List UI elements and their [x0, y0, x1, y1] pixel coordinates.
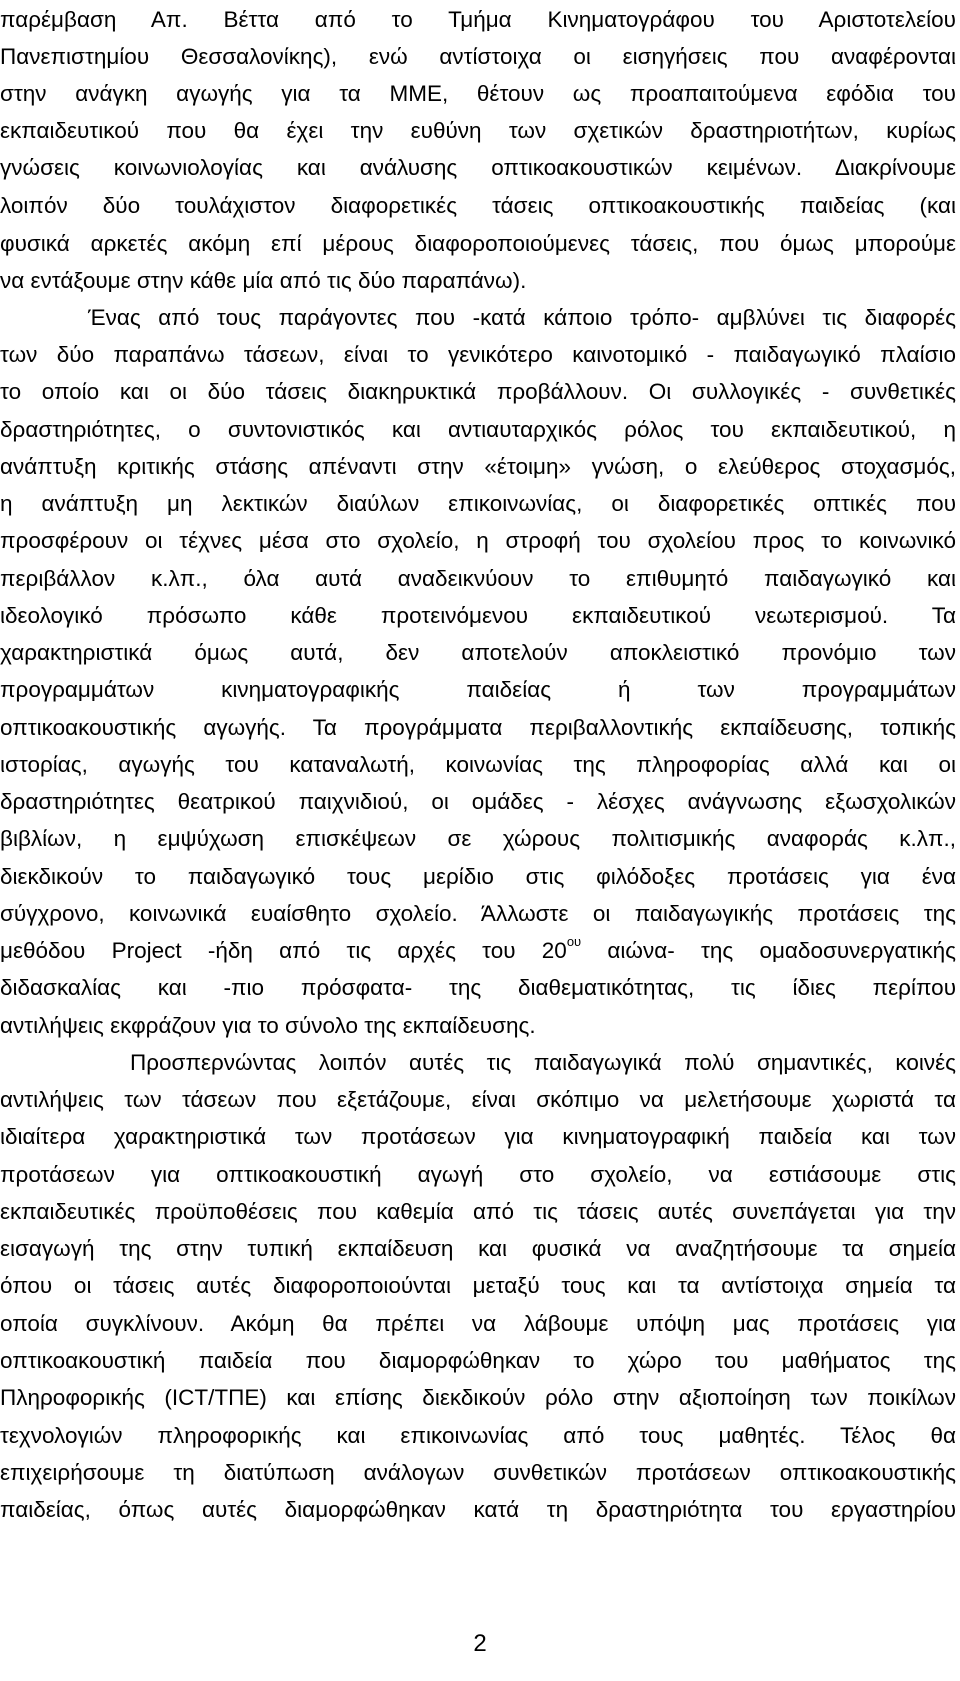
text-line: διδασκαλίας και -πιο πρόσφατα- της διαθεματικότητας, τις ίδιες περίπου — [0, 975, 956, 1000]
text-line: βιβλίων, η εμψύχωση επισκέψεων σε χώρους πολιτισμικής αναφοράς κ.λπ., — [0, 826, 956, 851]
text-line: προγραμμάτων κινηματογραφικής παιδείας ή των προγραμμάτων — [0, 677, 956, 702]
text-line: διεκδικούν το παιδαγωγικό τους μερίδιο στις φιλόδοξες προτάσεις για ένα — [0, 864, 956, 889]
text-line: οπτικοακουστικής αγωγής. Τα προγράμματα περιβαλλοντικής εκπαίδευσης, τοπικής — [0, 715, 956, 740]
text-line: εισαγωγή της στην τυπική εκπαίδευση και φυσικά να αναζητήσουμε τα σημεία — [0, 1236, 956, 1261]
text-line: προσφέρουν οι τέχνες μέσα στο σχολείο, η στροφή του σχολείου προς το κοινωνικό — [0, 528, 956, 553]
text-line: ανάπτυξη κριτικής στάσης απέναντι στην «έτοιμη» γνώση, ο ελεύθερος στοχασμός, — [0, 454, 956, 479]
text-line: εκπαιδευτικές προϋποθέσεις που καθεμία από τις τάσεις αυτές συνεπάγεται για την — [0, 1199, 956, 1224]
text-line: οπτικοακουστική παιδεία που διαμορφώθηκαν το χώρο του μαθήματος της — [0, 1348, 956, 1373]
text-line: ιστορίας, αγωγής του καταναλωτή, κοινωνίας της πληροφορίας αλλά και οι — [0, 752, 956, 777]
text-line: Πληροφορικής (ICT/ΤΠΕ) και επίσης διεκδικούν ρόλο στην αξιοποίηση των ποικίλων — [0, 1385, 956, 1410]
text-line: προτάσεων για οπτικοακουστική αγωγή στο σχολείο, να εστιάσουμε στις — [0, 1162, 956, 1187]
ordinal-superscript: ου — [566, 933, 582, 949]
text-line: ιδιαίτερα χαρακτηριστικά των προτάσεων για κινηματογραφική παιδεία και των — [0, 1124, 956, 1149]
text-line: γνώσεις κοινωνιολογίας και ανάλυσης οπτικοακουστικών κειμένων. Διακρίνουμε — [0, 155, 956, 180]
text-line: δραστηριότητες θεατρικού παιχνιδιού, οι ομάδες - λέσχες ανάγνωσης εξωσχολικών — [0, 789, 956, 814]
text-line: η ανάπτυξη μη λεκτικών διαύλων επικοινωνίας, οι διαφορετικές οπτικές που — [0, 491, 956, 516]
text-line: παρέμβαση Απ. Βέττα από το Τμήμα Κινηματογράφου του Αριστοτελείου — [0, 7, 956, 32]
page-number: 2 — [473, 1630, 487, 1657]
text-line: δραστηριότητες, ο συντονιστικός και αντιαυταρχικός ρόλος του εκπαιδευτικού, η — [0, 417, 956, 442]
text-line: αντιλήψεις των τάσεων που εξετάζουμε, είναι σκόπιμο να μελετήσουμε χωριστά τα — [0, 1087, 956, 1112]
text-line: χαρακτηριστικά όμως αυτά, δεν αποτελούν αποκλειστικό προνόμιο των — [0, 640, 956, 665]
text-line: όπου οι τάσεις αυτές διαφοροποιούνται μεταξύ τους και τα αντίστοιχα σημεία τα — [0, 1273, 956, 1298]
text-line: τεχνολογιών πληροφορικής και επικοινωνίας από τους μαθητές. Τέλος θα — [0, 1423, 956, 1448]
text-line: οποία συγκλίνουν. Ακόμη θα πρέπει να λάβουμε υπόψη μας προτάσεις για — [0, 1311, 956, 1336]
text-line: σύγχρονο, κοινωνικά ευαίσθητο σχολείο. Άλλωστε οι παιδαγωγικής προτάσεις της — [0, 901, 956, 926]
text-line: φυσικά αρκετές ακόμη επί μέρους διαφοροποιούμενες τάσεις, που όμως μπορούμε — [0, 231, 956, 256]
text-line: επιχειρήσουμε τη διατύπωση ανάλογων συνθετικών προτάσεων οπτικοακουστικής — [0, 1460, 956, 1485]
text-line: αντιλήψεις εκφράζουν για το σύνολο της εκπαίδευσης. — [0, 1013, 536, 1038]
text-line: το οποίο και οι δύο τάσεις διακηρυκτικά προβάλλουν. Οι συλλογικές - συνθετικές — [0, 379, 956, 404]
text-line: Πανεπιστημίου Θεσσαλονίκης), ενώ αντίστοιχα οι εισηγήσεις που αναφέρονται — [0, 44, 956, 69]
paragraph-first-line: Προσπερνώντας λοιπόν αυτές τις παιδαγωγικά πολύ σημαντικές, κοινές — [130, 1050, 956, 1075]
text-segment: αιώνα- της ομαδοσυνεργατικής — [581, 938, 956, 963]
text-line-with-superscript — [0, 932, 956, 970]
text-line: να εντάξουμε στην κάθε μία από τις δύο παραπάνω). — [0, 268, 527, 293]
text-line: στην ανάγκη αγωγής για τα ΜΜΕ, θέτουν ως προαπαιτούμενα εφόδια του — [0, 81, 956, 106]
text-line: παιδείας, όπως αυτές διαμορφώθηκαν κατά τη δραστηριότητα του εργαστηρίου — [0, 1497, 956, 1522]
text-line: των δύο παραπάνω τάσεων, είναι το γενικότερο καινοτομικό - παιδαγωγικό πλαίσιο — [0, 342, 956, 367]
text-line: ιδεολογικό πρόσωπο κάθε προτεινόμενου εκπαιδευτικού νεωτερισμού. Τα — [0, 603, 956, 628]
text-segment: μεθόδου Project -ήδη από τις αρχές του 20 — [0, 938, 567, 963]
text-line: περιβάλλον κ.λπ., όλα αυτά αναδεικνύουν το επιθυμητό παιδαγωγικό και — [0, 566, 956, 591]
paragraph-first-line: Ένας από τους παράγοντες που -κατά κάποιο τρόπο- αμβλύνει τις διαφορές — [88, 305, 956, 330]
text-line: λοιπόν δύο τουλάχιστον διαφορετικές τάσεις οπτικοακουστικής παιδείας (και — [0, 193, 956, 218]
text-line: εκπαιδευτικού που θα έχει την ευθύνη των σχετικών δραστηριοτήτων, κυρίως — [0, 118, 956, 143]
